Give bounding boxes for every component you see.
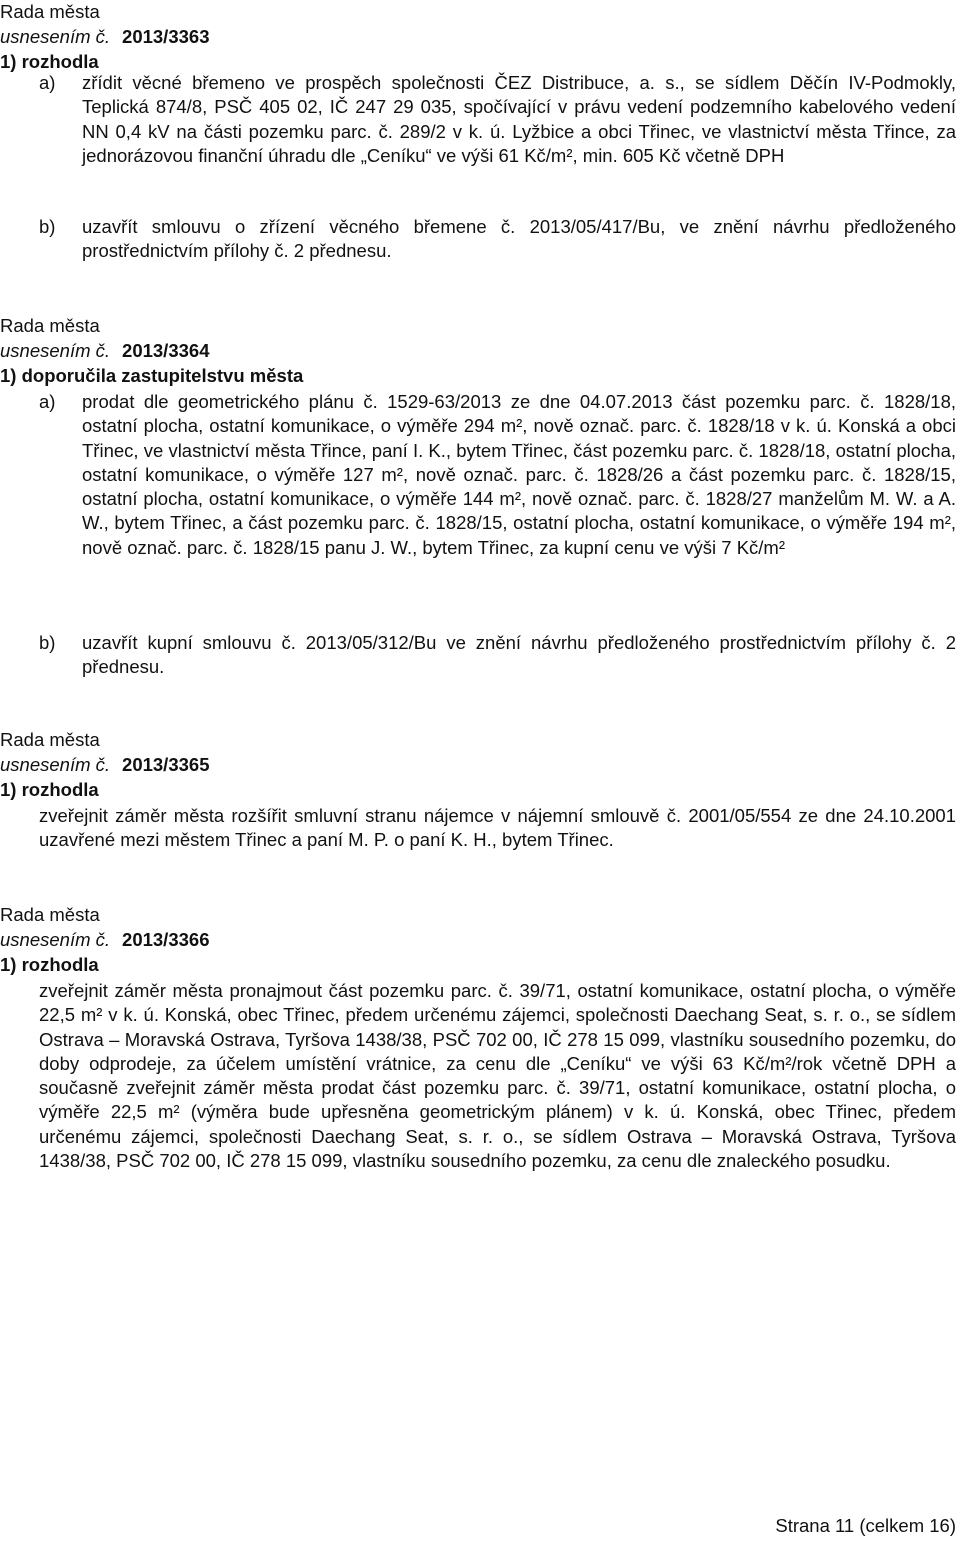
item-label: a) [39,72,56,93]
council-heading: Rada města [0,1,100,22]
resolution-number: 2013/3365 [122,754,210,775]
resolution-label: usnesením č. [0,929,111,950]
resolution-number: 2013/3364 [122,340,210,361]
resolution-label: usnesením č. [0,754,111,775]
item-text: prodat dle geometrického plánu č. 1529-63/2013 ze dne 04.07.2013 část pozemku parc. č. 1828/18, ostatní plocha, ostatní komunikace, o výměře 294 m², nově označ. parc. č. 1828/18 v k. ú. Konská a obci Třinec, ve vlastnictví města Třince, paní I. K., bytem Třinec, část pozemku parc. č. 1828/18, ostatní plocha, ostatní komunikace, o výměře 127 m², nově označ. parc. č. 1828/26 a část pozemku parc. č. 1828/15, ostatní plocha, ostatní komunikace, o výměře 144 m², nově označ. parc. č. 1828/27 manželům M. W. a A. W., bytem Třinec, a část pozemku parc. č. 1828/15, ostatní plocha, ostatní komunikace, o výměře 194 m², nově označ. parc. č. 1828/15 panu J. W., bytem Třinec, za kupní cenu ve výši 7 Kč/m² [82,391,956,558]
resolution-number-line [0,25,209,49]
resolution-text: zveřejnit záměr města rozšířit smluvní stranu nájemce v nájemní smlouvě č. 2001/05/554 ze dne 24.10.2001 uzavřené mezi městem Třinec a paní M. P. o paní K. H., bytem Třinec. [39,805,956,851]
page-number: Strana 11 (celkem 16) [775,1515,956,1536]
resolution-item-b [39,215,956,264]
decision-heading: 1) rozhodla [0,51,99,72]
item-text: uzavřít kupní smlouvu č. 2013/05/312/Bu ve znění návrhu předloženého prostřednictvím přílohy č. 2 přednesu. [82,632,956,678]
resolution-number-line [0,339,209,363]
resolution-number: 2013/3366 [122,929,210,950]
resolution-number-line [0,753,209,777]
resolution-text: zveřejnit záměr města pronajmout část pozemku parc. č. 39/71, ostatní komunikace, ostatní plocha, o výměře 22,5 m² v k. ú. Konská, obec Třinec, předem určenému zájemci, společnosti Daechang Seat, s. r. o., se sídlem Ostrava – Moravská Ostrava, Tyršova 1438/38, PSČ 702 00, IČ 278 15 099, vlastníku sousedního pozemku, do doby odprodeje, za účelem umístění vrátnice, za cenu dle „Ceníku“ ve výši 63 Kč/m²/rok včetně DPH a současně zveřejnit záměr města prodat část pozemku parc. č. 39/71, ostatní komunikace, ostatní plocha, o výměře 22,5 m² (výměra bude upřesněna geometrickým plánem) v k. ú. Konská, obec Třinec, předem určenému zájemci, společnosti Daechang Seat, s. r. o., se sídlem Ostrava – Moravská Ostrava, Tyršova 1438/38, PSČ 702 00, IČ 278 15 099, vlastníku sousedního pozemku, za cenu dle znaleckého posudku. [39,980,956,1172]
resolution-number-line [0,928,209,952]
resolution-label: usnesením č. [0,340,111,361]
resolution-label: usnesením č. [0,26,111,47]
decision-heading: 1) doporučila zastupitelstvu města [0,365,304,386]
item-text: uzavřít smlouvu o zřízení věcného břemene č. 2013/05/417/Bu, ve znění návrhu předloženého prostřednictvím přílohy č. 2 přednesu. [82,216,956,262]
resolution-item-a [39,390,956,560]
council-heading: Rada města [0,315,100,336]
resolution-item-a [39,71,956,168]
item-label: a) [39,391,56,412]
council-heading: Rada města [0,904,100,925]
item-text: zřídit věcné břemeno ve prospěch společnosti ČEZ Distribuce, a. s., se sídlem Děčín IV-Podmokly, Teplická 874/8, PSČ 405 02, IČ 247 29 035, spočívající v právu vedení podzemního kabelového vedení NN 0,4 kV na části pozemku parc. č. 289/2 v k. ú. Lyžbice a obci Třinec, ve vlastnictví města Třince, za jednorázovou finanční úhradu dle „Ceníku“ ve výši 61 Kč/m², min. 605 Kč včetně DPH [82,72,956,166]
resolution-item-b [39,631,956,680]
resolution-number: 2013/3363 [122,26,210,47]
item-label: b) [39,632,56,653]
decision-heading: 1) rozhodla [0,779,99,800]
item-label: b) [39,216,56,237]
decision-heading: 1) rozhodla [0,954,99,975]
council-heading: Rada města [0,729,100,750]
